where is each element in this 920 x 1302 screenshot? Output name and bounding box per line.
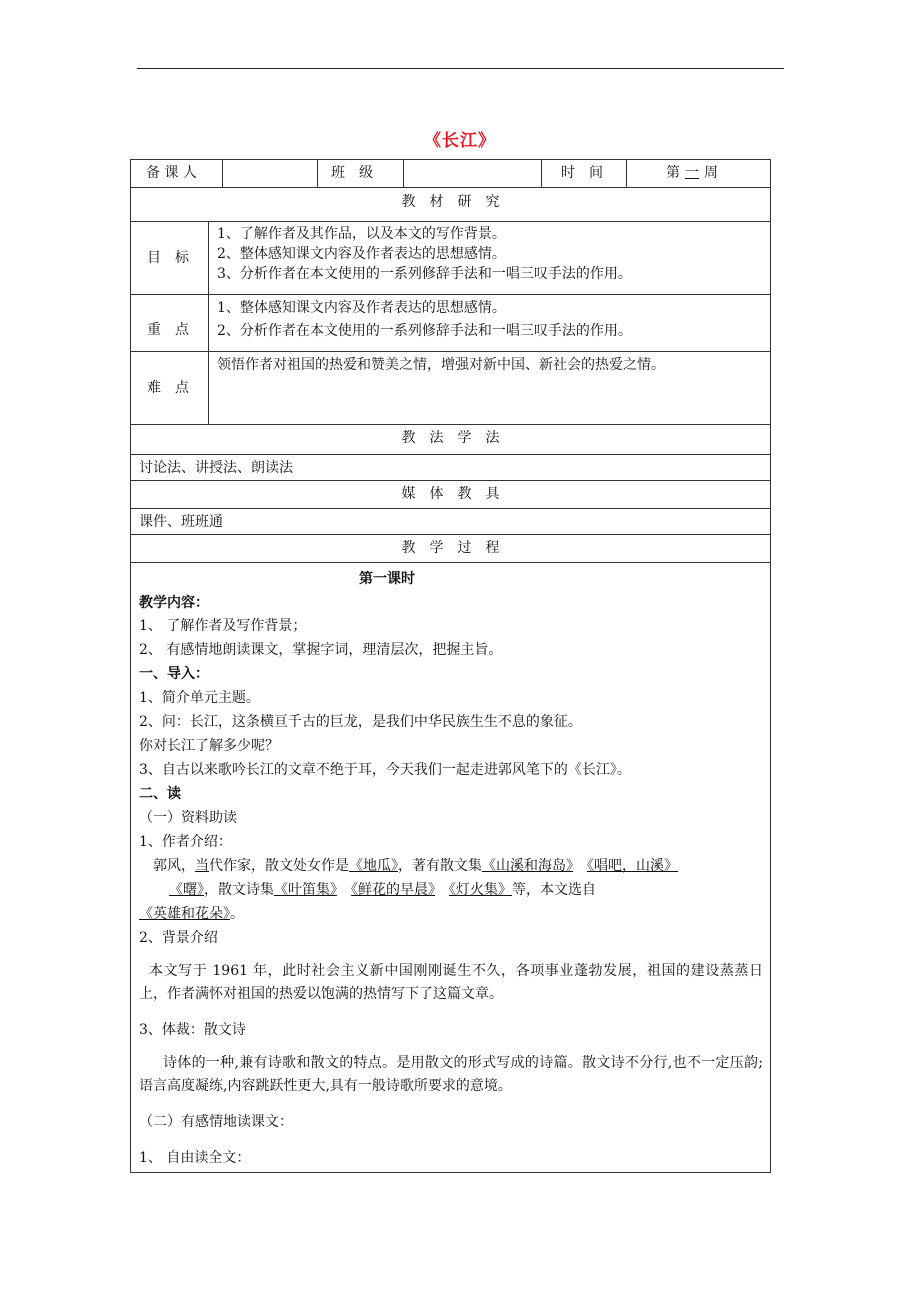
genre-heading: 3、体裁：散文诗	[139, 1022, 246, 1038]
content-item: 1、 了解作者及写作背景；	[139, 618, 307, 634]
row-divider	[131, 562, 770, 563]
goal-item: 3、分析作者在本文使用的一系列修辞手法和一唱三叹手法的作用。	[217, 266, 632, 282]
page-title: 《长江》	[424, 131, 496, 151]
col-divider	[222, 160, 223, 187]
intro-item: 2、问：长江，这条横亘千古的巨龙，是我们中华民族生生不息的象征。	[139, 714, 582, 730]
col-divider	[208, 221, 209, 424]
row-divider	[131, 351, 770, 352]
author-line-1: 郭风，当代作家，散文处女作是《地瓜》，著有散文集《山溪和海岛》 《唱吧，山溪》	[153, 858, 678, 874]
class-label: 班 级	[331, 165, 373, 181]
row-divider	[131, 424, 770, 425]
goal-item: 1、了解作者及其作品，以及本文的写作背景。	[217, 226, 506, 242]
row-divider	[131, 221, 770, 222]
author-work-singing: 《唱吧，山溪》	[587, 858, 678, 874]
preparer-label: 备 课 人	[146, 165, 197, 181]
col-divider	[541, 160, 542, 187]
media-value: 课件、班班通	[139, 514, 223, 530]
header-rule	[137, 68, 784, 69]
goals-label: 目 标	[147, 250, 189, 266]
time-label: 时 间	[561, 165, 603, 181]
week-field	[666, 163, 718, 183]
goals-list	[217, 224, 632, 284]
lesson-plan-table	[130, 159, 771, 1173]
key-points-list	[217, 298, 632, 341]
author-heading: 1、作者介绍：	[139, 834, 232, 850]
row-divider	[131, 294, 770, 295]
col-divider	[626, 160, 627, 187]
background-heading: 2、背景介绍	[139, 930, 218, 946]
row-divider	[131, 534, 770, 535]
key-point-item: 1、整体感知课文内容及作者表达的思想感情。	[217, 300, 506, 316]
col-divider	[317, 160, 318, 187]
col-divider	[403, 160, 404, 187]
row-divider	[131, 187, 770, 188]
week-value[interactable]: 一	[685, 165, 699, 181]
difficulty-text: 领悟作者对祖国的热爱和赞美之情，增强对新中国、新社会的热爱之情。	[217, 357, 665, 373]
key-point-item: 2、分析作者在本文使用的一系列修辞手法和一唱三叹手法的作用。	[217, 323, 632, 339]
free-read-item: 1、 自由读全文：	[139, 1150, 251, 1166]
genre-text: 诗体的一种,兼有诗歌和散文的特点。是用散文的形式写成的诗篇。散文诗不分行,也不一定压韵;语言高度凝练,内容跳跃性更大,具有一般诗歌所要求的意境。	[139, 1055, 763, 1094]
difficulty-label: 难 点	[147, 380, 189, 396]
section-methods: 教 法 学 法	[401, 430, 500, 446]
intro-item: 1、简介单元主题。	[139, 690, 260, 706]
section-material-research: 教 材 研 究	[401, 194, 500, 210]
section-media: 媒 体 教 具	[401, 486, 500, 502]
read-heading: 二、读	[139, 786, 181, 802]
key-points-label: 重 点	[147, 322, 189, 338]
background-text: 本文写于 1961 年，此时社会主义新中国刚刚诞生不久，各项事业蓬勃发展，祖国的建设蒸蒸日上，作者满怀对祖国的热爱以饱满的热情写下了这篇文章。	[139, 963, 763, 1002]
author-line-2: 《曙》，散文诗集《叶笛集》 《鲜花的早晨》 《灯火集》等，本文选自	[169, 882, 596, 898]
intro-item: 3、自古以来歌吟长江的文章不绝于耳，今天我们一起走进郭风笔下的《长江》。	[139, 762, 631, 778]
sub-heading-reading: （二）有感情地读课文：	[139, 1114, 293, 1130]
content-heading: 教学内容：	[139, 595, 209, 611]
intro-heading: 一、导入：	[139, 666, 209, 682]
row-divider	[131, 480, 770, 481]
row-divider	[131, 454, 770, 455]
sub-heading-materials: （一）资料助读	[139, 810, 237, 826]
row-divider	[131, 508, 770, 509]
author-line-3: 《英雄和花朵》。	[139, 906, 244, 922]
content-item: 2、 有感情地朗读课文，掌握字词，理清层次，把握主旨。	[139, 642, 503, 658]
week-suffix: 周	[704, 165, 718, 181]
lesson-heading: 第一课时	[359, 571, 415, 587]
goal-item: 2、整体感知课文内容及作者表达的思想感情。	[217, 246, 506, 262]
intro-item: 你对长江了解多少呢？	[139, 738, 279, 754]
week-prefix: 第	[666, 165, 680, 181]
section-process: 教 学 过 程	[401, 540, 500, 556]
methods-value: 讨论法、讲授法、朗读法	[139, 460, 293, 476]
